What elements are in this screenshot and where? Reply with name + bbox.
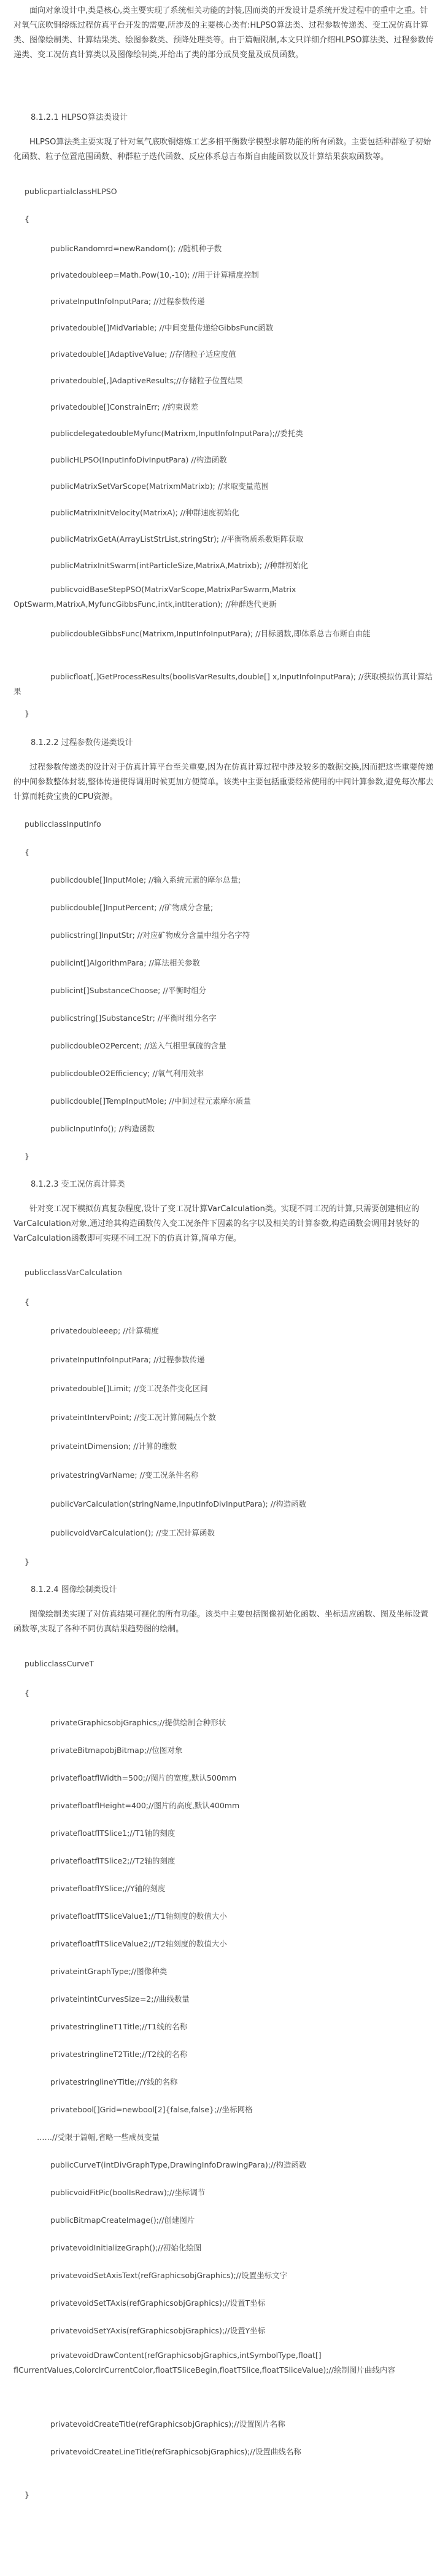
- code-line: publicstring[]InputStr; //对应矿物成分含量中组分名字符: [50, 931, 250, 940]
- code-line: privateintGraphType;//图像种类: [50, 1967, 168, 1976]
- code-line: privatefloatflTSlice2;//T2轴的刻度: [50, 1856, 176, 1865]
- code-line: privateGraphicsobjGraphics;//提供绘制合种形状: [50, 1718, 226, 1727]
- code-line: publicstring[]SubstanceStr; //平衡时组分名字: [50, 1013, 217, 1023]
- section-paragraph-hlpso: HLPSO算法类主要实现了针对氧气底吹铜熔炼工艺多相平衡数学模型求解功能的所有函数。主要包括种群粒子初始化函数、粒子位置范围函数、种群粒子迭代函数、反应体系总吉布斯自由能函数以及计算结果获取函数等。: [14, 138, 431, 162]
- code-line: publicclassCurveT: [25, 1659, 95, 1668]
- code-line: publicint[]SubstanceChoose; //平衡时组分: [50, 986, 207, 995]
- code-line: privatedoubleep=Math.Pow(10,-10); //用于计算精度控制: [50, 270, 259, 279]
- code-line: privateBitmapobjBitmap;//位图对象: [50, 1746, 183, 1755]
- code-line: publicBitmapCreateImage();//创建图片: [50, 2215, 195, 2225]
- code-line: privateInputInfoInputPara; //过程参数传递: [50, 1355, 205, 1364]
- code-line: publicHLPSO(InputInfoDivInputPara) //构造函数: [50, 455, 227, 464]
- section-heading-varcalc: 8.1.2.3 变工况仿真计算类: [31, 1180, 125, 1189]
- code-line: privateInputInfoInputPara; //过程参数传递: [50, 297, 205, 306]
- code-line: publicvoidBaseStepPSO(MatrixVarScope,MatrixParSwarm,Matrix OptSwarm,MatrixA,MyfuncGibbsFunc,intk,intIteration); //种群迭代更新: [14, 585, 296, 609]
- code-line: publicdouble[]TempInputMole; //中间过程元素摩尔质量: [50, 1096, 251, 1106]
- code-line: privatevoidSetTAxis(refGraphicsobjGraphics);//设置T坐标: [50, 2298, 266, 2308]
- code-line: publicvoidFitPic(boolIsRedraw);//坐标调节: [50, 2188, 206, 2197]
- code-line: privatevoidInitializeGraph();//初始化绘图: [50, 2243, 202, 2252]
- code-line: publicclassInputInfo: [25, 819, 101, 829]
- code-line: publicdoubleGibbsFunc(Matrixm,InputInfoInputPara); //目标函数,即体系总吉布斯自由能: [50, 629, 371, 638]
- code-line: publicdouble[]InputMole; //输入系统元素的摩尔总量;: [50, 875, 241, 884]
- code-line: publicdouble[]InputPercent; //矿物成分含量;: [50, 903, 214, 912]
- section-paragraph-inputinfo: 过程参数传递类的设计对于仿真计算平台至关重要,因为在仿真计算过程中涉及较多的数据交换,因而把这些重要传递的中间参数整体封装,整体传递使得调用时候更加方便简单。该类中主要包括重要经常使用的中间计算参数,避免每次都去计算而耗费宝贵的CPU资源。: [14, 763, 434, 802]
- code-line: }: [25, 1152, 29, 1161]
- code-line: privatefloatflHeight=400;//图片的高度,默认400mm: [50, 1801, 240, 1810]
- code-line: publicdoubleO2Efficiency; //氧气利用效率: [50, 1069, 204, 1078]
- code-line: publicpartialclassHLPSO: [25, 187, 117, 196]
- code-line: publicvoidVarCalculation(); //变工况计算函数: [50, 1528, 215, 1537]
- code-line: {: [25, 214, 29, 224]
- code-line: privateintDimension; //计算的维数: [50, 1442, 177, 1451]
- code-line: privatebool[]Grid=newbool[2]{false,false};//坐标网格: [50, 2105, 253, 2114]
- code-line: privateintintCurvesSize=2;//曲线数量: [50, 1994, 190, 2004]
- code-line: publicfloat[,]GetProcessResults(boolIsVarResults,double[] x,InputInfoInputPara); //获取模拟仿真计算结果: [14, 672, 433, 696]
- intro-paragraph: 面向对象设计中,类是核心,类主要实现了系统相关功能的封装,因而类的开发设计是系统开发过程中的重中之重。针对氧气底吹铜熔炼过程仿真平台开发的需要,所涉及的主要核心类有:HLPSO算法类、过程参数传递类、变工况仿真计算类、图像绘制类、计算结果类、绘图参数类、预降处理类等。由于篇幅限制,本文只详细介绍HLPSO算法类、过程参数传递类、变工况仿真计算类以及图像绘制类,并给出了类的部分成员变量及成员函数。: [14, 6, 434, 60]
- code-line: publicVarCalculation(stringName,InputInfoDivInputPara); //构造函数: [50, 1499, 307, 1509]
- code-line: privatefloatflTSliceValue2;//T2轴刻度的数值大小: [50, 1939, 227, 1948]
- code-line: publicMatrixGetA(ArrayListStrList,stringStr); //平衡物质系数矩阵获取: [50, 534, 304, 544]
- code-line: privatestringlineYTitle;//Y线的名称: [50, 2077, 178, 2086]
- code-line: privatestringlineT1Title;//T1线的名称: [50, 2022, 188, 2031]
- code-line: {: [25, 1297, 29, 1306]
- code-line: privatevoidSetYAxis(refGraphicsobjGraphics);//设置Y坐标: [50, 2326, 266, 2335]
- code-line: publicMatrixInitVelocity(MatrixA); //种群速度初始化: [50, 508, 239, 517]
- code-line: publicInputInfo(); //构造函数: [50, 1124, 155, 1133]
- code-line: privatevoidCreateTitle(refGraphicsobjGraphics);//设置图片名称: [50, 2419, 285, 2429]
- section-heading-inputinfo: 8.1.2.2 过程参数传递类设计: [31, 738, 133, 747]
- code-line: privatedouble[]MidVariable; //中间变量传递给GibbsFunc函数: [50, 323, 274, 332]
- code-line: privatevoidDrawContent(refGraphicsobjGraphics,intSymbolType,float[] flCurrentValues,ColorclrCurrentColor,floatTSliceBegin,floatTSlice,floatTSliceValue);//绘制图片曲线内容: [14, 2351, 395, 2375]
- code-line: publicclassVarCalculation: [25, 1268, 122, 1277]
- code-line: publicCurveT(intDivGraphType,DrawingInfoDrawingPara);//构造函数: [50, 2160, 307, 2169]
- code-line: privatevoidCreateLineTitle(refGraphicsobjGraphics);//设置曲线名称: [50, 2447, 301, 2456]
- code-line: privatestringlineT2Title;//T2线的名称: [50, 2050, 188, 2059]
- code-line: privatefloatflTSlice1;//T1轴的刻度: [50, 1829, 176, 1838]
- code-line: }: [25, 709, 29, 718]
- code-line: publicRandomrd=newRandom(); //随机种子数: [50, 244, 222, 253]
- code-line: privateintIntervPoint; //变工况计算间隔点个数: [50, 1413, 216, 1422]
- code-line: privatedouble[]ConstrainErr; //约束误差: [50, 402, 199, 412]
- section-paragraph-curvet: 图像绘制类实现了对仿真结果可视化的所有功能。该类中主要包括图像初始化函数、坐标适应函数、图及坐标设置函数等,实现了各种不同仿真结果趋势图的绘制。: [14, 1610, 429, 1634]
- code-line: privatedoubleeep; //计算精度: [50, 1326, 159, 1335]
- code-line: publicdelegatedoubleMyfunc(Matrixm,InputInfoInputPara);//委托类: [50, 429, 303, 438]
- section-heading-hlpso: 8.1.2.1 HLPSO算法类设计: [31, 113, 128, 122]
- code-line: publicMatrixInitSwarm(intParticleSize,MatrixA,Matrixb); //种群初始化: [50, 561, 309, 570]
- code-line: ……//受限于篇幅,省略一些成员变量: [37, 2133, 160, 2142]
- code-line: privatedouble[]Limit; //变工况条件变化区间: [50, 1384, 208, 1393]
- code-line: }: [25, 2490, 29, 2499]
- code-line: privatefloatflWidth=500;//图片的宽度,默认500mm: [50, 1773, 237, 1782]
- code-line: publicdoubleO2Percent; //送入气相里氧硫的含量: [50, 1041, 226, 1050]
- code-line: privatefloatflYSlice;//Y轴的刻度: [50, 1884, 166, 1893]
- code-line: privatefloatflTSliceValue1;//T1轴刻度的数值大小: [50, 1911, 227, 1921]
- code-line: publicMatrixSetVarScope(MatrixmMatrixb); //求取变量范围: [50, 482, 269, 491]
- code-line: }: [25, 1557, 29, 1566]
- code-line: privatestringVarName; //变工况条件名称: [50, 1470, 199, 1480]
- code-line: privatevoidSetAxisText(refGraphicsobjGraphics);//设置坐标文字: [50, 2271, 288, 2280]
- code-line: privatedouble[]AdaptiveValue; //存储粒子适应度值: [50, 349, 236, 359]
- section-heading-curvet: 8.1.2.4 图像绘制类设计: [31, 1585, 117, 1594]
- code-line: {: [25, 848, 29, 857]
- code-line: {: [25, 1688, 29, 1698]
- code-line: privatedouble[,]AdaptiveResults;//存储粒子位置结果: [50, 376, 243, 385]
- section-paragraph-varcalc: 针对变工况下模拟仿真复杂程度,设计了变工况计算VarCalculation类。实现不同工况的计算,只需要创建相应的VarCalculation对象,通过给其构造函数传入变工况条件下因素的名字以及相关的计算参数,构造函数会调用封装好的VarCalculation函数即可实现不同工况下的仿真计算,简单方便。: [14, 1204, 419, 1243]
- code-line: publicint[]AlgorithmPara; //算法相关参数: [50, 958, 200, 967]
